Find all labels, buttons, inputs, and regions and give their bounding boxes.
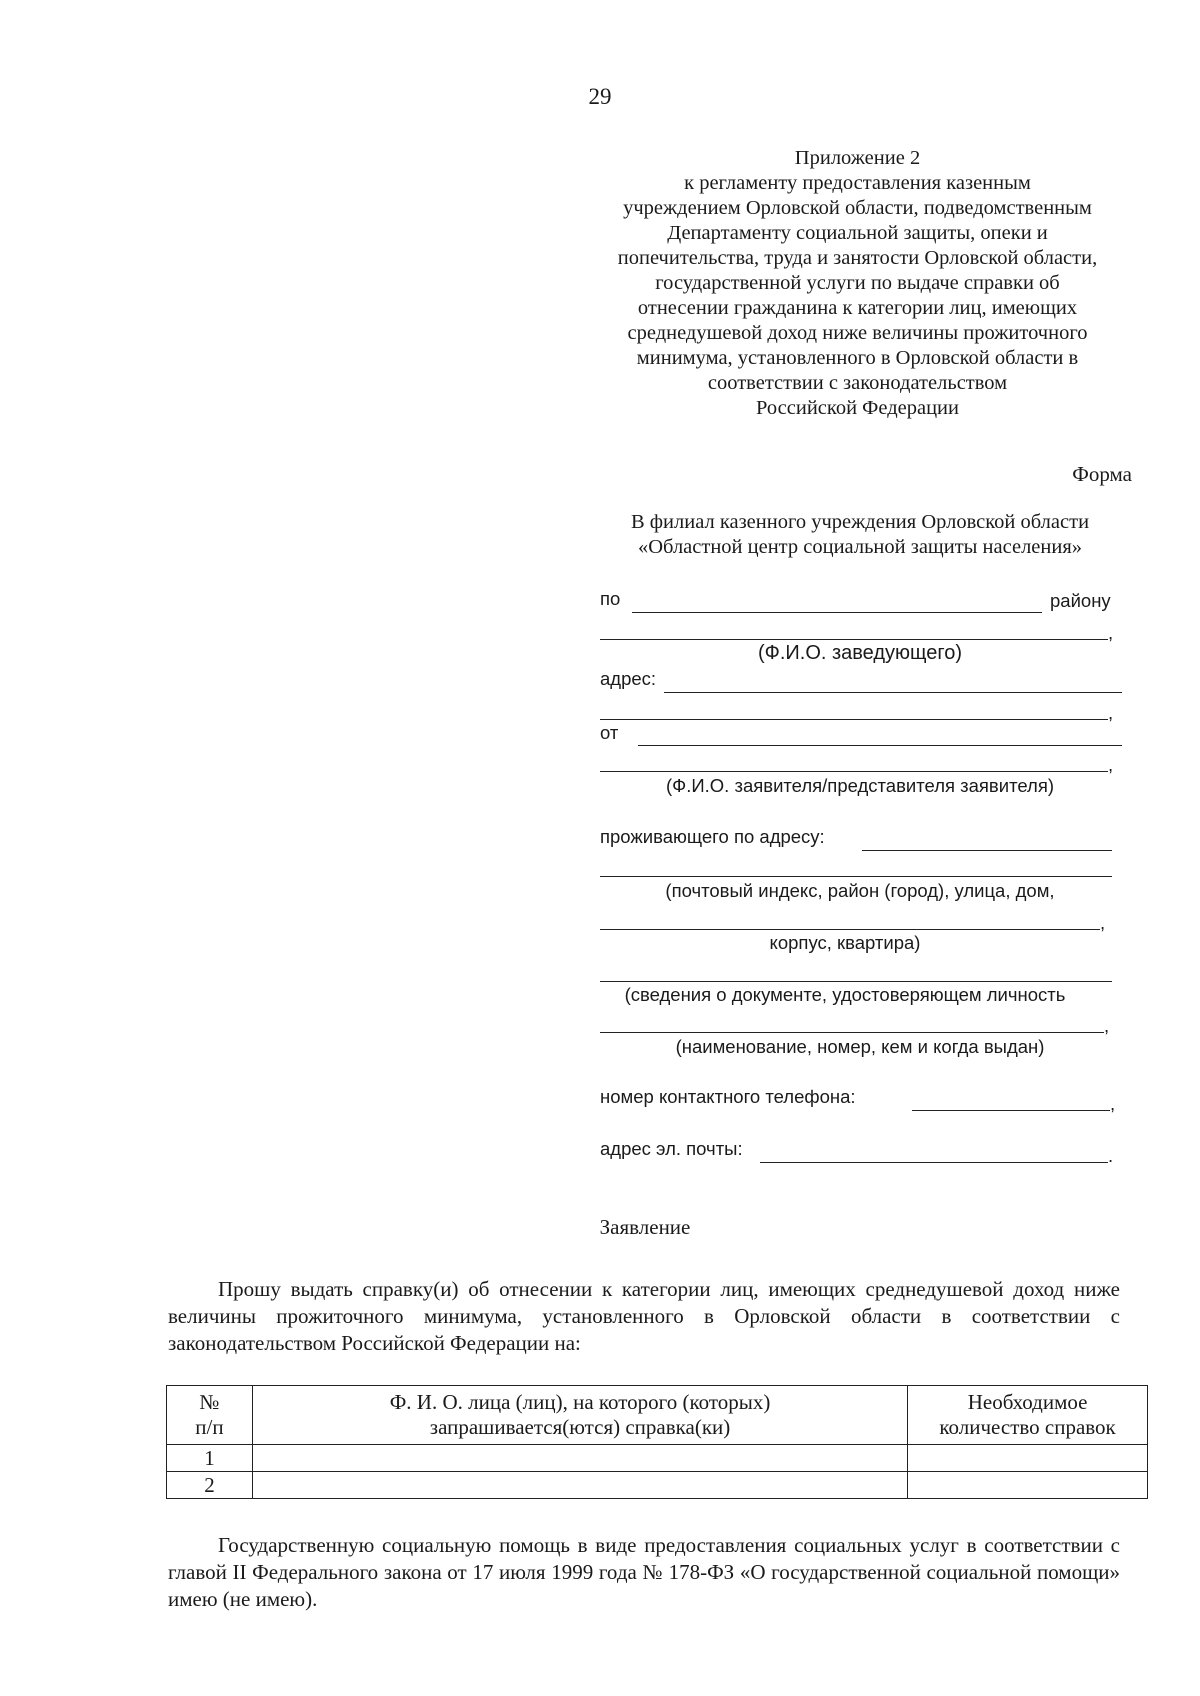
row-count-cell[interactable]	[908, 1472, 1148, 1499]
header-count	[908, 1386, 1148, 1445]
applicant-name-continuation-line[interactable]	[600, 771, 1108, 772]
recipient-line-1: В филиал казенного учреждения Орловской области	[630, 511, 1090, 533]
id-details-caption: (наименование, номер, кем и когда выдан)	[675, 1036, 1045, 1057]
header-count-line-1: Необходимое	[967, 1390, 1088, 1414]
assistance-text: Государственную социальную помощь в виде предоставления социальных услуг в соответствии с главой II Федерального закона от 17 июля 1999 года № 178-ФЗ «О государственной социальной помощи» имею (не имею).	[168, 1533, 1120, 1611]
email-input-line[interactable]	[760, 1162, 1108, 1163]
appendix-line: государственной услуги по выдаче справки об	[655, 272, 1060, 294]
appendix-line: соответствии с законодательством	[707, 372, 1008, 394]
row-name-cell[interactable]	[252, 1445, 907, 1472]
appendix-line: минимума, установленного в Орловской области в	[636, 347, 1079, 369]
phone-input-line[interactable]	[912, 1110, 1110, 1111]
residing-input-line[interactable]	[862, 850, 1112, 851]
comma: ,	[1108, 702, 1114, 723]
comma: ,	[1100, 912, 1106, 933]
building-input-line[interactable]	[600, 929, 1100, 930]
appendix-line: попечительства, труда и занятости Орловской области,	[617, 247, 1098, 269]
applicant-caption: (Ф.И.О. заявителя/представителя заявителя)	[665, 775, 1055, 796]
request-text: Прошу выдать справку(и) об отнесении к категории лиц, имеющих среднедушевой доход ниже величины прожиточного минимума, установленного в Орловской области в соответствии с законодательством Российской Федерации на:	[168, 1277, 1120, 1355]
appendix-line: учреждением Орловской области, подведомственным	[623, 197, 1092, 219]
recipient-line-2: «Областной центр социальной защиты населения»	[637, 536, 1083, 558]
header-number-line-1: №	[199, 1390, 220, 1414]
appendix-line: Департаменту социальной защиты, опеки и	[667, 222, 1048, 244]
district-input-line[interactable]	[632, 612, 1042, 613]
statement-heading: Заявление	[599, 1215, 691, 1239]
row-number: 1	[167, 1445, 253, 1472]
residing-continuation-line[interactable]	[600, 876, 1112, 877]
header-name-line-2: запрашивается(ются) справка(ки)	[429, 1415, 731, 1439]
row-count-cell[interactable]	[908, 1445, 1148, 1472]
recipient-block	[600, 510, 1120, 560]
comma: ,	[1108, 622, 1114, 643]
header-count-line-2: количество справок	[939, 1415, 1116, 1439]
email-label: адрес эл. почты:	[600, 1138, 743, 1159]
appendix-line: Приложение 2	[794, 147, 921, 169]
row-name-cell[interactable]	[252, 1472, 907, 1499]
comma: ,	[1104, 1015, 1110, 1036]
comma: ,	[1108, 754, 1114, 775]
applicant-name-input-line[interactable]	[638, 745, 1122, 746]
address-continuation-line[interactable]	[600, 719, 1108, 720]
header-name	[252, 1386, 907, 1445]
table-row	[167, 1472, 1148, 1499]
po-label: по	[600, 588, 621, 609]
appendix-line: к регламенту предоставления казенным	[684, 172, 1031, 194]
page-number: 29	[588, 84, 612, 109]
address-label: адрес:	[600, 668, 657, 689]
id-document-input-line[interactable]	[600, 981, 1112, 982]
appendix-line: Российской Федерации	[756, 397, 959, 419]
head-name-input-line[interactable]	[600, 639, 1108, 640]
assistance-paragraph	[168, 1532, 1120, 1613]
phone-label: номер контактного телефона:	[600, 1086, 856, 1107]
comma: ,	[1110, 1093, 1116, 1114]
table-row	[167, 1445, 1148, 1472]
header-number	[167, 1386, 253, 1445]
district-label: району	[1050, 590, 1111, 611]
appendix-line: среднедушевой доход ниже величины прожиточного	[627, 322, 1088, 344]
table-header-row	[167, 1386, 1148, 1445]
from-label: от	[600, 722, 619, 743]
header-name-line-1: Ф. И. О. лица (лиц), на которого (которых)	[389, 1390, 771, 1414]
appendix-line: отнесении гражданина к категории лиц, имеющих	[637, 297, 1078, 319]
address-input-line[interactable]	[664, 692, 1122, 693]
building-caption: корпус, квартира)	[769, 932, 921, 953]
postal-caption: (почтовый индекс, район (город), улица, дом,	[665, 880, 1055, 901]
persons-table	[166, 1385, 1148, 1499]
row-number: 2	[167, 1472, 253, 1499]
id-document-caption: (сведения о документе, удостоверяющем личность	[624, 984, 1066, 1005]
head-name-caption: (Ф.И.О. заведующего)	[757, 642, 963, 664]
form-label: Форма	[1072, 462, 1132, 486]
id-details-input-line[interactable]	[600, 1032, 1104, 1033]
appendix-header	[595, 146, 1120, 421]
header-number-line-2: п/п	[195, 1415, 224, 1439]
request-paragraph	[168, 1276, 1120, 1357]
period: .	[1108, 1145, 1114, 1166]
residing-label: проживающего по адресу:	[600, 826, 825, 847]
